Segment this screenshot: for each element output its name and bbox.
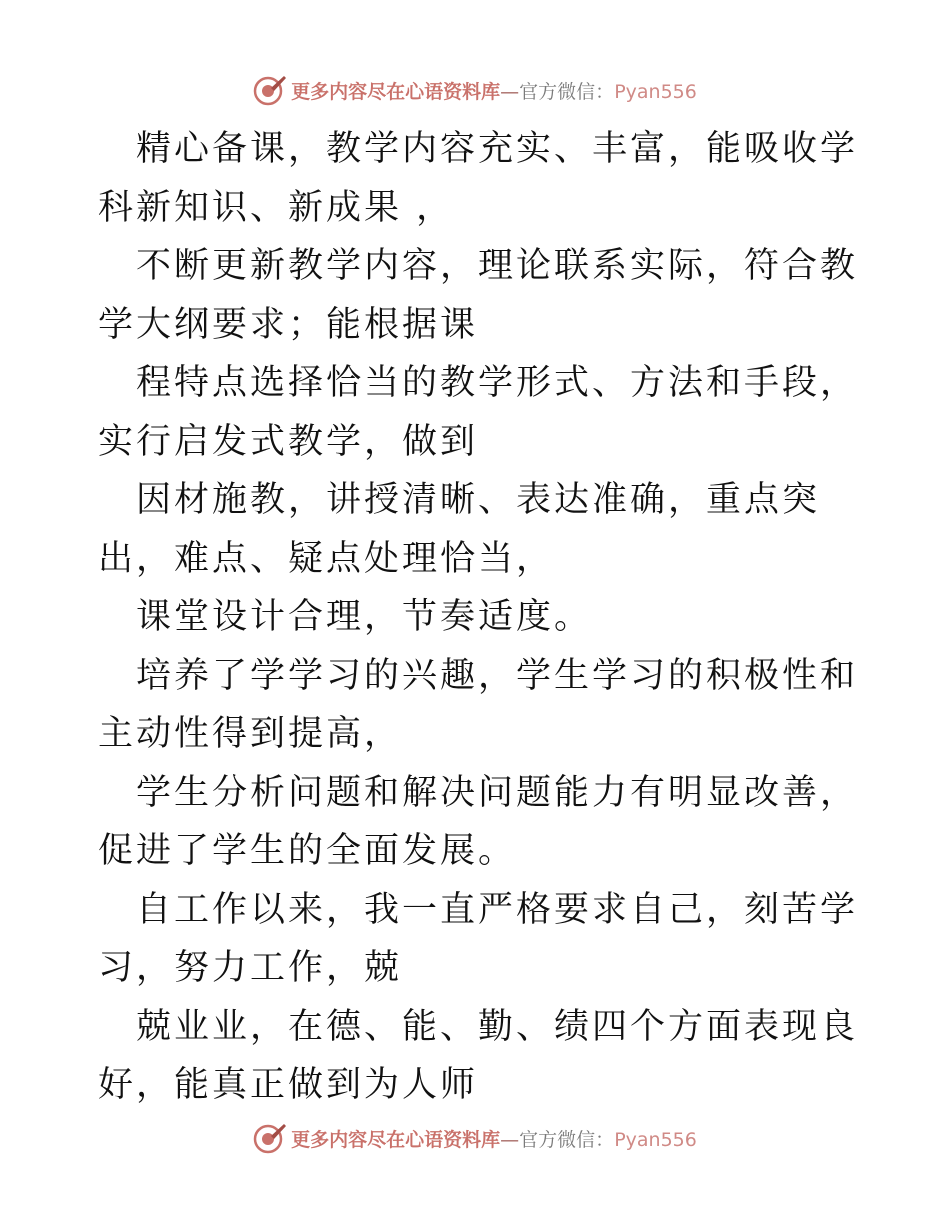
header-banner <box>0 70 950 110</box>
footer-official-label: 官方微信： <box>519 1128 615 1151</box>
paragraph-5: 课堂设计合理，节奏适度。 <box>136 597 593 637</box>
footer-banner-text <box>291 1125 697 1152</box>
pen-seal-icon <box>253 1121 287 1155</box>
header-wechat-id: Pyan556 <box>614 80 697 103</box>
paragraph-7: 学生分析问题和解决问题能力有明显改善，促进了学生的全面发展。 <box>98 772 859 871</box>
paragraph-4: 因材施教，讲授清晰、表达准确，重点突出，难点、疑点处理恰当， <box>98 480 821 579</box>
footer-banner <box>0 1118 950 1158</box>
paragraph-3: 程特点选择恰当的教学形式、方法和手段，实行启发式教学，做到 <box>98 363 859 462</box>
paragraph-6: 培养了学学习的兴趣，学生学习的积极性和主动性得到提高， <box>98 655 859 754</box>
header-dash: — <box>500 80 520 103</box>
header-brand: 更多内容尽在心语资料库 <box>291 80 501 103</box>
paragraph-2: 不断更新教学内容，理论联系实际，符合教学大纲要求；能根据课 <box>98 246 859 345</box>
footer-dash: — <box>500 1128 520 1151</box>
header-banner-text <box>291 77 697 104</box>
header-official-label: 官方微信： <box>519 80 615 103</box>
pen-seal-icon <box>253 73 287 107</box>
document-body <box>98 120 858 1115</box>
footer-brand: 更多内容尽在心语资料库 <box>291 1128 501 1151</box>
paragraph-8: 自工作以来，我一直严格要求自己，刻苦学习，努力工作，兢 <box>98 889 859 988</box>
paragraph-1: 精心备课，教学内容充实、丰富，能吸收学科新知识、新成果 ， <box>98 129 859 228</box>
paragraph-9: 兢业业，在德、能、勤、绩四个方面表现良好，能真正做到为人师 <box>98 1006 859 1105</box>
footer-wechat-id: Pyan556 <box>614 1128 697 1151</box>
